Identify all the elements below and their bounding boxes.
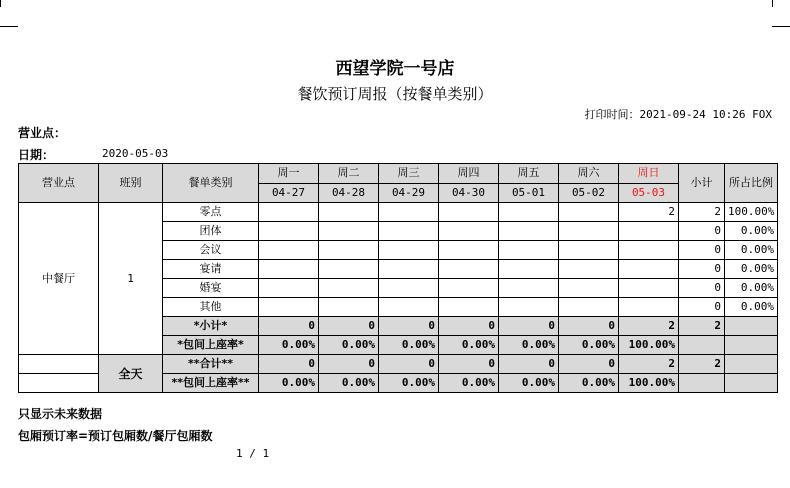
ratio-cell: 100.00%: [725, 203, 778, 222]
day-value-cell: [499, 203, 559, 222]
ratio-cell: 0.00%: [725, 260, 778, 279]
header-day-name-sunday: 周日: [619, 164, 679, 184]
day-value-cell: [499, 298, 559, 317]
header-day-date-sunday: 05-03: [619, 183, 679, 203]
empty-cell: [725, 317, 778, 336]
header-day-date: 05-02: [559, 183, 619, 203]
total-rate-label: **包间上座率**: [163, 374, 259, 393]
empty-cell: [725, 355, 778, 374]
total-day-cell: 0: [379, 355, 439, 374]
ratio-cell: 0.00%: [725, 298, 778, 317]
day-value-cell: [559, 279, 619, 298]
day-value-cell: [439, 241, 499, 260]
total-rate-cell: 0.00%: [559, 374, 619, 393]
header-shift: 班别: [99, 164, 163, 203]
category-cell: 婚宴: [163, 279, 259, 298]
total-rate-cell: 0.00%: [379, 374, 439, 393]
empty-cell: [19, 355, 99, 374]
day-value-cell: [559, 203, 619, 222]
day-value-cell: [559, 222, 619, 241]
day-value-cell: [319, 279, 379, 298]
subtotal-rate-label: *包间上座率*: [163, 336, 259, 355]
empty-cell: [679, 374, 725, 393]
subtotal-rate-cell: 0.00%: [379, 336, 439, 355]
day-value-cell: [379, 222, 439, 241]
total-day-cell: 0: [319, 355, 379, 374]
subtotal-day-cell: 0: [259, 317, 319, 336]
day-value-cell: [439, 260, 499, 279]
header-day-date: 04-29: [379, 183, 439, 203]
day-value-cell: [559, 298, 619, 317]
total-day-cell: 0: [559, 355, 619, 374]
date-label: 日期：: [18, 148, 55, 162]
day-value-cell: [379, 203, 439, 222]
total-day-cell: 0: [499, 355, 559, 374]
subtotal-rate-cell: 0.00%: [439, 336, 499, 355]
day-value-cell: [619, 260, 679, 279]
day-value-cell: [379, 298, 439, 317]
day-value-cell: [259, 241, 319, 260]
empty-cell: [725, 374, 778, 393]
day-value-cell: [619, 298, 679, 317]
total-day-cell: 0: [259, 355, 319, 374]
day-value-cell: [259, 203, 319, 222]
day-value-cell: [439, 298, 499, 317]
total-rate-cell: 100.00%: [619, 374, 679, 393]
total-rate-cell: 0.00%: [319, 374, 379, 393]
total-rate-cell: 0.00%: [499, 374, 559, 393]
subtotal-cell: 0: [679, 260, 725, 279]
subtotal-cell: 2: [679, 203, 725, 222]
day-value-cell: [619, 279, 679, 298]
header-day-name: 周二: [319, 164, 379, 184]
subtotal-rate-cell: 100.00%: [619, 336, 679, 355]
subtotal-day-cell: 0: [379, 317, 439, 336]
category-cell: 其他: [163, 298, 259, 317]
subtotal-cell: 0: [679, 298, 725, 317]
subtotal-total-cell: 2: [679, 317, 725, 336]
day-value-cell: [259, 222, 319, 241]
header-category: 餐单类别: [163, 164, 259, 203]
day-value-cell: [499, 260, 559, 279]
header-day-name: 周三: [379, 164, 439, 184]
ratio-cell: 0.00%: [725, 279, 778, 298]
header-day-date: 04-30: [439, 183, 499, 203]
page-number: 1 / 1: [236, 447, 270, 460]
header-day-date: 04-28: [319, 183, 379, 203]
note-future-data: 只显示未来数据: [18, 407, 103, 421]
total-row: [19, 355, 778, 374]
empty-cell: [19, 374, 99, 393]
subtotal-cell: 0: [679, 241, 725, 260]
day-value-cell: [499, 279, 559, 298]
day-value-cell: [379, 241, 439, 260]
day-value-cell: [259, 279, 319, 298]
header-day-name: 周一: [259, 164, 319, 184]
subtotal-rate-cell: 0.00%: [499, 336, 559, 355]
category-cell: 零点: [163, 203, 259, 222]
subtotal-rate-cell: 0.00%: [559, 336, 619, 355]
header-row-1: [19, 164, 778, 184]
day-value-cell: [619, 222, 679, 241]
day-value-cell: [319, 203, 379, 222]
site-label: 营业点：: [18, 126, 67, 140]
crop-mark-top-left: [0, 0, 1, 7]
ratio-cell: 0.00%: [725, 222, 778, 241]
total-day-cell: 0: [439, 355, 499, 374]
day-value-cell: [439, 279, 499, 298]
table-row: [19, 203, 778, 222]
header-ratio: 所占比例: [725, 164, 778, 203]
subtotal-day-cell: 0: [319, 317, 379, 336]
report-subtitle: 餐饮预订周报（按餐单类别）: [297, 85, 493, 103]
subtotal-day-cell: 2: [619, 317, 679, 336]
header-day-name: 周六: [559, 164, 619, 184]
weekly-report-table: [18, 163, 778, 393]
day-value-cell: [319, 298, 379, 317]
subtotal-day-cell: 0: [439, 317, 499, 336]
crop-mark-top-right: [772, 26, 790, 27]
all-day-cell: 全天: [99, 355, 163, 393]
header-site: 营业点: [19, 164, 99, 203]
day-value-cell: [619, 241, 679, 260]
day-value-cell: 2: [619, 203, 679, 222]
header-day-name: 周四: [439, 164, 499, 184]
site-name-cell: 中餐厅: [19, 203, 99, 355]
day-value-cell: [319, 241, 379, 260]
day-value-cell: [499, 222, 559, 241]
subtotal-day-cell: 0: [499, 317, 559, 336]
total-subtotal-cell: 2: [679, 355, 725, 374]
subtotal-rate-cell: 0.00%: [319, 336, 379, 355]
subtotal-row-label: *小计*: [163, 317, 259, 336]
total-rate-cell: 0.00%: [259, 374, 319, 393]
category-cell: 会议: [163, 241, 259, 260]
day-value-cell: [379, 279, 439, 298]
day-value-cell: [439, 222, 499, 241]
crop-mark-top-right: [772, 0, 773, 7]
total-day-cell: 2: [619, 355, 679, 374]
header-day-name: 周五: [499, 164, 559, 184]
day-value-cell: [439, 203, 499, 222]
day-value-cell: [259, 298, 319, 317]
ratio-cell: 0.00%: [725, 241, 778, 260]
day-value-cell: [499, 241, 559, 260]
report-title: 西望学院一号店: [335, 59, 455, 79]
day-value-cell: [379, 260, 439, 279]
total-rate-cell: 0.00%: [439, 374, 499, 393]
header-day-date: 05-01: [499, 183, 559, 203]
empty-cell: [725, 336, 778, 355]
total-row-label: **合计**: [163, 355, 259, 374]
day-value-cell: [319, 222, 379, 241]
header-subtotal: 小计: [679, 164, 725, 203]
day-value-cell: [559, 241, 619, 260]
header-day-date: 04-27: [259, 183, 319, 203]
category-cell: 宴请: [163, 260, 259, 279]
subtotal-cell: 0: [679, 222, 725, 241]
day-value-cell: [319, 260, 379, 279]
day-value-cell: [259, 260, 319, 279]
category-cell: 团体: [163, 222, 259, 241]
subtotal-cell: 0: [679, 279, 725, 298]
subtotal-rate-cell: 0.00%: [259, 336, 319, 355]
shift-cell: 1: [99, 203, 163, 355]
note-booking-rate-formula: 包厢预订率=预订包厢数/餐厅包厢数: [18, 429, 213, 443]
date-value: 2020-05-03: [102, 147, 169, 160]
crop-mark-top-left: [0, 26, 18, 27]
day-value-cell: [559, 260, 619, 279]
subtotal-day-cell: 0: [559, 317, 619, 336]
empty-cell: [679, 336, 725, 355]
print-time: 打印时间：2021-09-24 10:26 FOX: [584, 108, 772, 121]
